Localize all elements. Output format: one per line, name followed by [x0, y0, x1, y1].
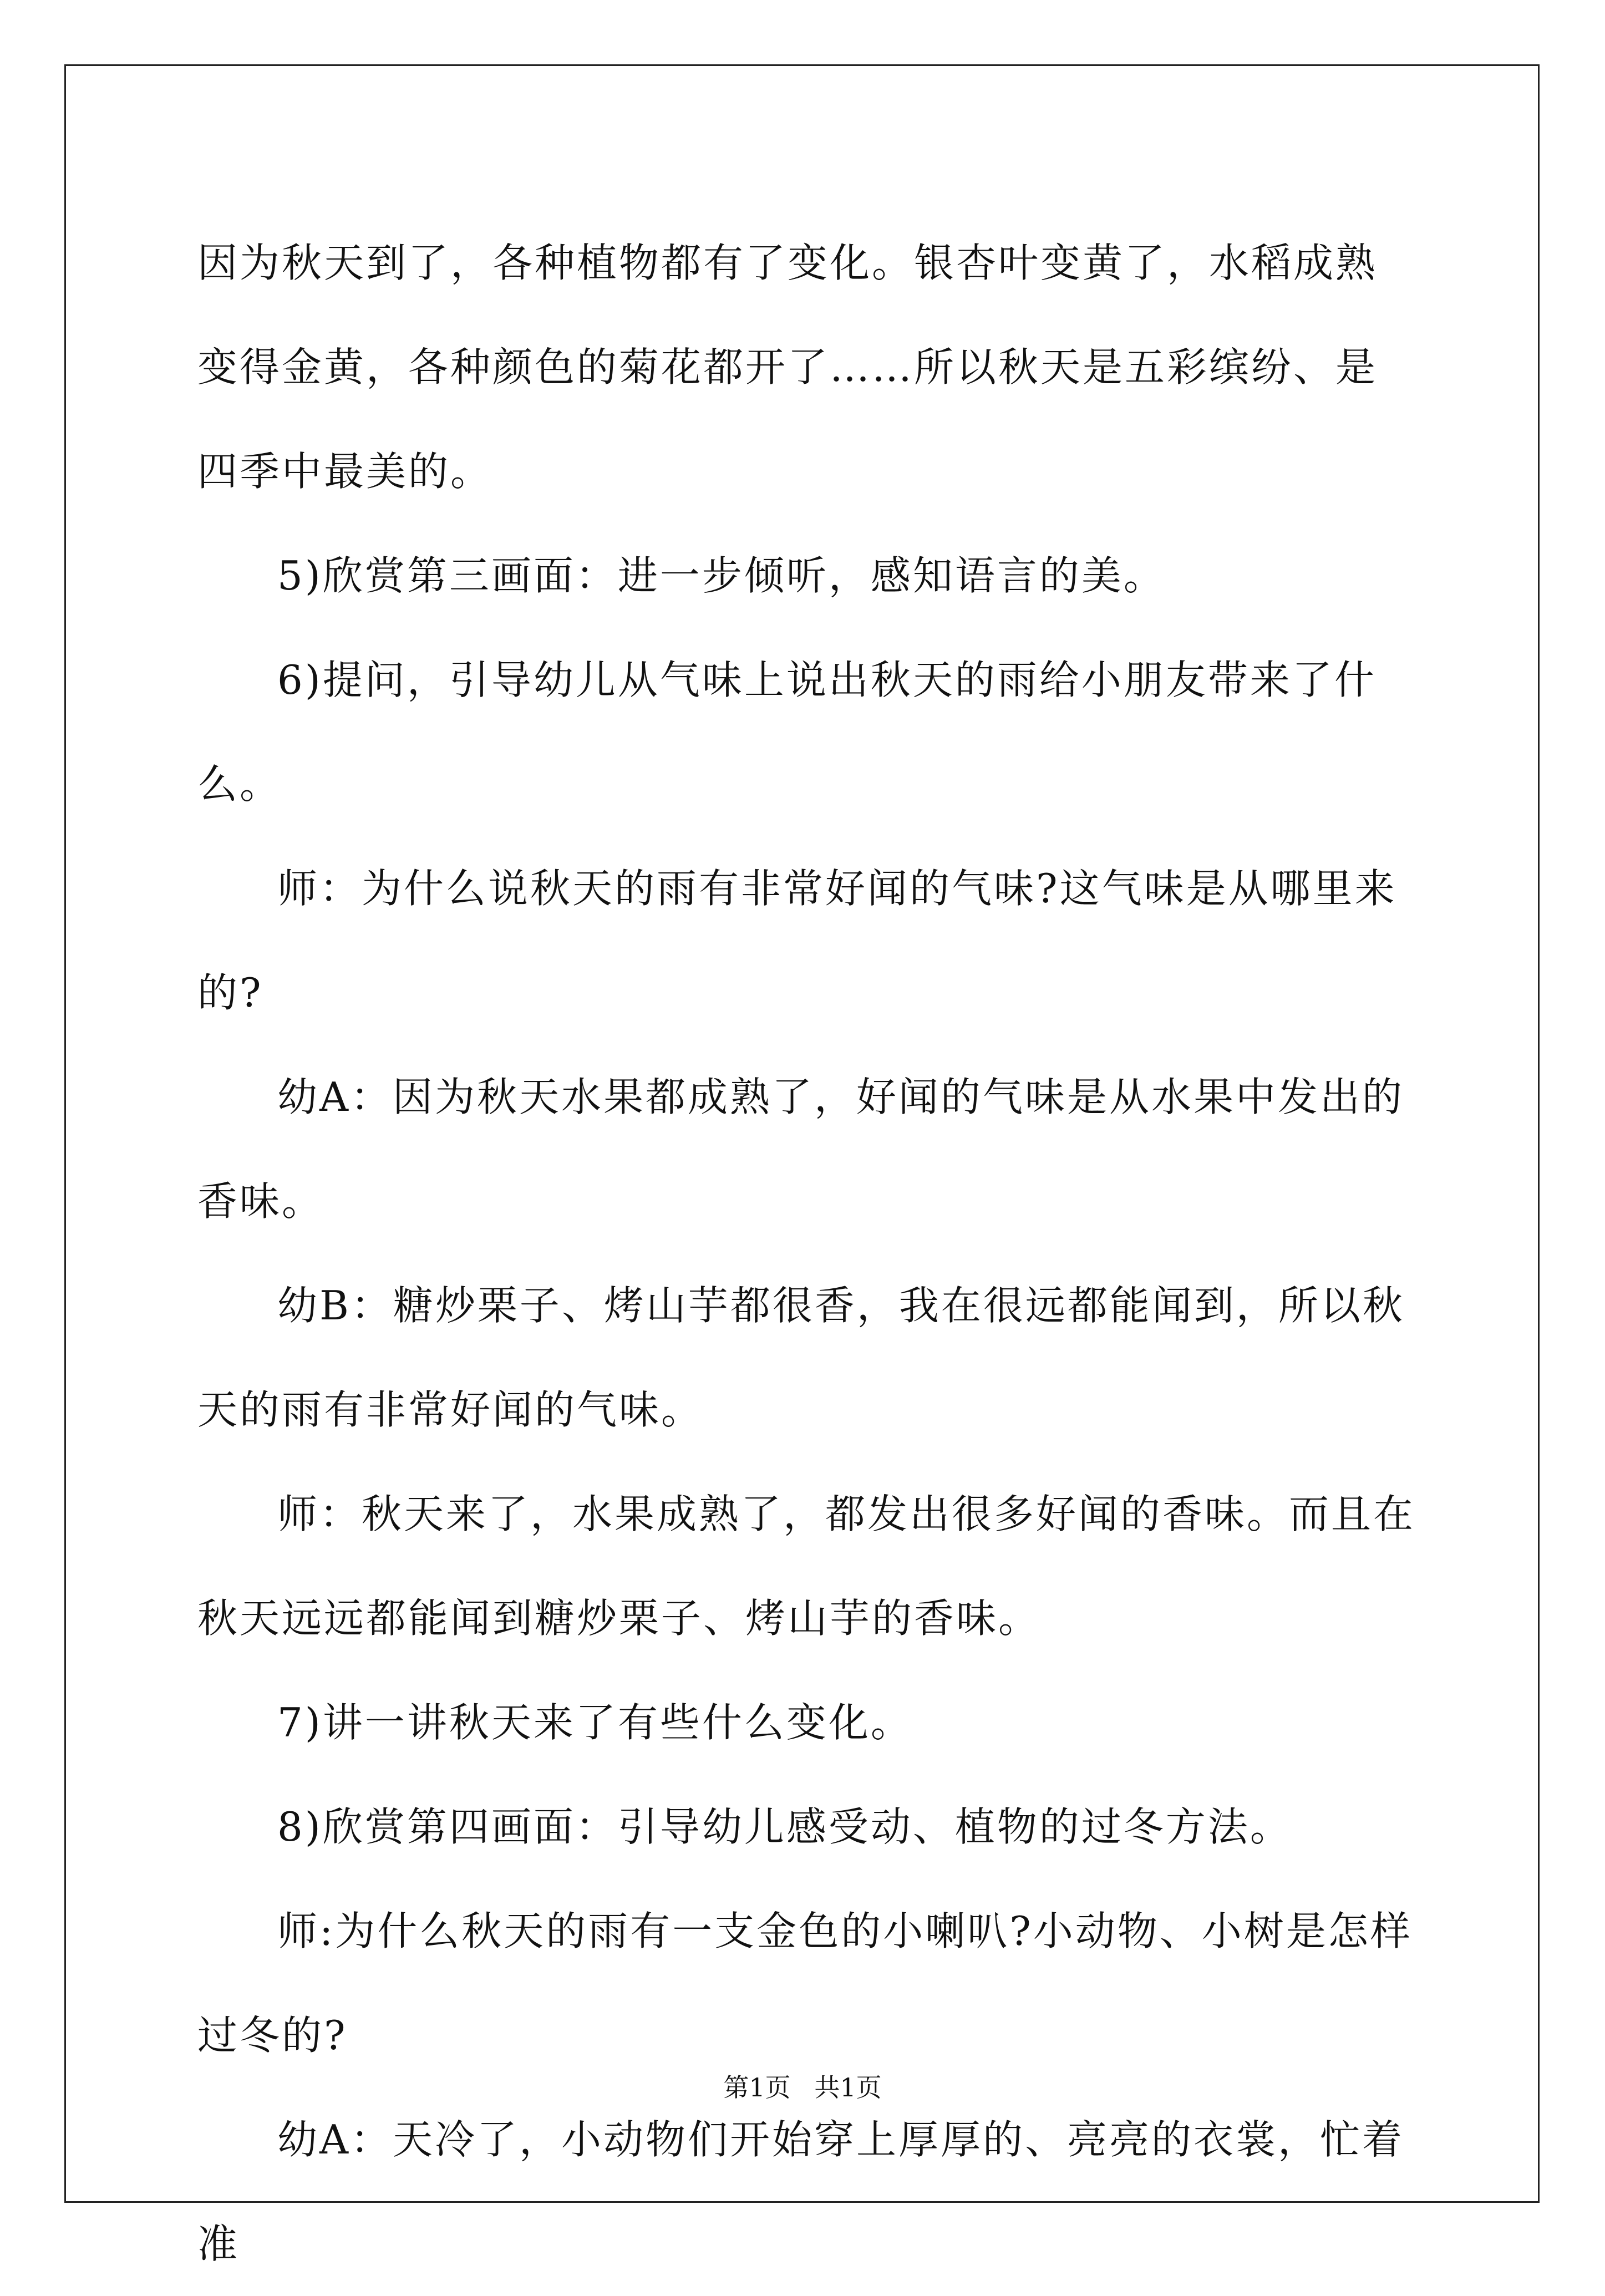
paragraph: 5)欣赏第三画面：进一步倾听，感知语言的美。: [277, 552, 1166, 599]
page-footer: [0, 2068, 1605, 2104]
paragraph: 幼A：因为秋天水果都成熟了，好闻的气味是从水果中发出的香味。: [197, 1074, 1404, 1225]
page-total: 共1页: [814, 2073, 882, 2102]
paragraph: 师：秋天来了，水果成熟了，都发出很多好闻的香味。而且在秋天远远都能闻到糖炒栗子、烤山芋的香味。: [197, 1491, 1416, 1642]
paragraph: 幼B：糖炒栗子、烤山芋都很香，我在很远都能闻到，所以秋天的雨有非常好闻的气味。: [197, 1282, 1405, 1433]
paragraph: 8)欣赏第四画面：引导幼儿感受动、植物的过冬方法。: [277, 1804, 1292, 1850]
paragraph: 因为秋天到了，各种植物都有了变化。银杏叶变黄了，水稻成熟变得金黄，各种颜色的菊花都开了……所以秋天是五彩缤纷、是四季中最美的。: [197, 240, 1378, 495]
paragraph: 师:为什么秋天的雨有一支金色的小喇叭?小动物、小树是怎样过冬的?: [197, 1908, 1413, 2059]
paragraph: 幼A：天冷了，小动物们开始穿上厚厚的、亮亮的衣裳，忙着准: [197, 2116, 1404, 2267]
document-body: [197, 211, 1418, 2296]
page-number: 第1页: [723, 2073, 791, 2102]
paragraph: 6)提问，引导幼儿从气味上说出秋天的雨给小朋友带来了什么。: [197, 657, 1377, 807]
paragraph: 7)讲一讲秋天来了有些什么变化。: [277, 1699, 913, 1746]
paragraph: 师：为什么说秋天的雨有非常好闻的气味?这气味是从哪里来的?: [197, 865, 1397, 1016]
